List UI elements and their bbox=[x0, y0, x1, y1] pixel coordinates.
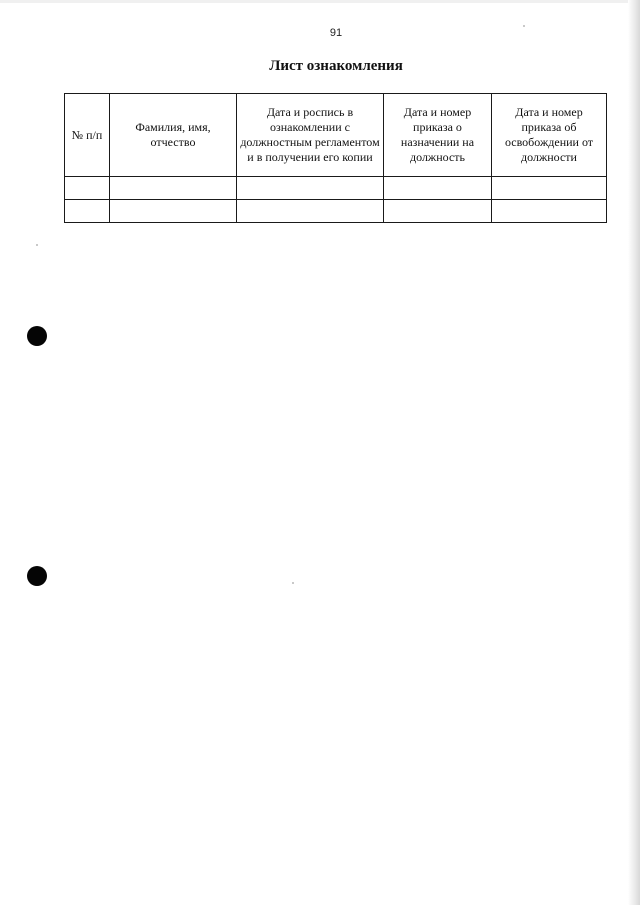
table-row bbox=[65, 200, 607, 223]
punch-hole-top bbox=[27, 326, 47, 346]
table-cell bbox=[237, 177, 384, 200]
scan-right-edge bbox=[628, 0, 640, 905]
table-cell bbox=[65, 177, 110, 200]
page-number: 91 bbox=[329, 27, 343, 39]
header-dismissal-order: Дата и номер приказа об освобождении от должности bbox=[492, 94, 607, 177]
scan-speck bbox=[36, 244, 38, 246]
table-cell bbox=[65, 200, 110, 223]
table-row bbox=[65, 177, 607, 200]
table-cell bbox=[492, 200, 607, 223]
table-cell bbox=[384, 177, 492, 200]
table-cell bbox=[110, 200, 237, 223]
page-title: Лист ознакомления bbox=[269, 58, 403, 74]
scan-speck bbox=[523, 25, 525, 27]
scan-top-edge bbox=[0, 0, 640, 3]
header-number: № п/п bbox=[65, 94, 110, 177]
header-appointment-order: Дата и номер приказа о назначении на должность bbox=[384, 94, 492, 177]
table-cell bbox=[492, 177, 607, 200]
table-cell bbox=[384, 200, 492, 223]
table-header-row bbox=[65, 94, 607, 177]
scan-speck bbox=[292, 582, 294, 584]
header-signature-date: Дата и роспись в ознакомлении с должностным регламентом и в получении его копии bbox=[237, 94, 384, 177]
punch-hole-bottom bbox=[27, 566, 47, 586]
acknowledgement-table bbox=[64, 93, 607, 223]
table-cell bbox=[110, 177, 237, 200]
header-full-name: Фамилия, имя, отчество bbox=[110, 94, 237, 177]
table-cell bbox=[237, 200, 384, 223]
